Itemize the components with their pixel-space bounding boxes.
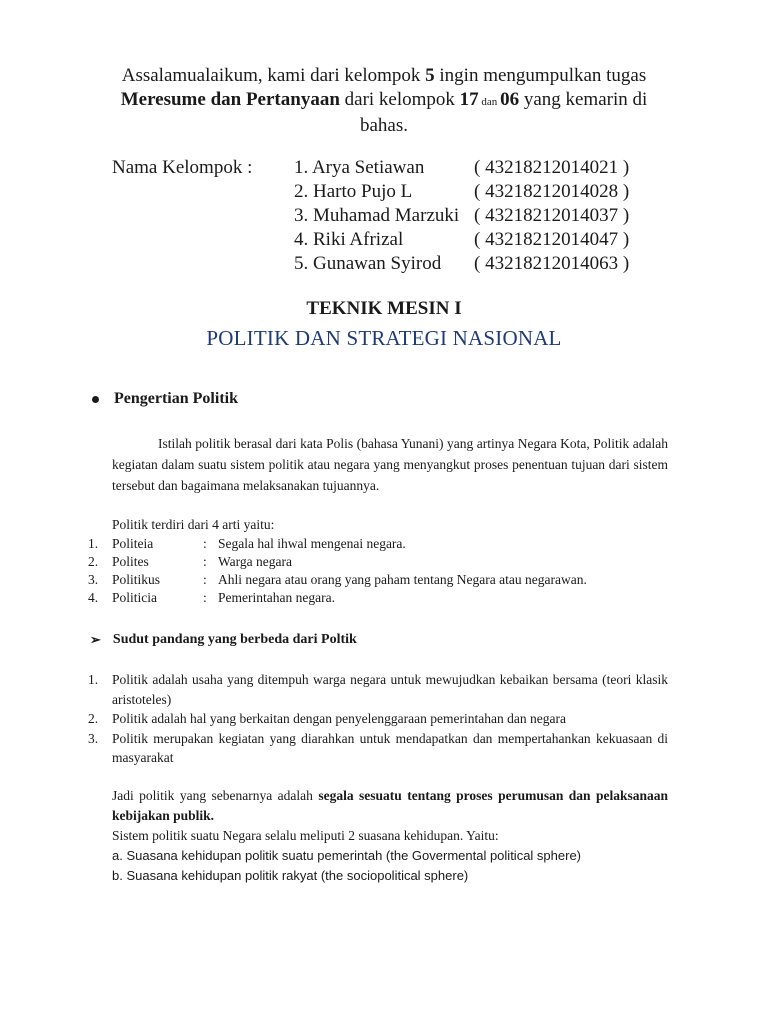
member-name: 4. Riki Afrizal xyxy=(294,229,404,250)
sistem-block xyxy=(112,826,668,886)
list-number: 3. xyxy=(88,730,99,746)
intro-task-name: Meresume dan Pertanyaan xyxy=(120,89,340,110)
arti-desc: Pemerintahan negara. xyxy=(218,590,335,605)
arti-colon: : xyxy=(203,572,207,587)
arti-term: Polites xyxy=(112,554,149,569)
member-name: 3. Muhamad Marzuki xyxy=(294,205,460,226)
list-number: 2. xyxy=(88,554,99,569)
member-nim: ( 43218212014063 ) xyxy=(474,253,630,274)
intro-text-3: dari kelompok xyxy=(339,89,460,110)
intro-group-number: 5 xyxy=(425,65,435,86)
member-list xyxy=(294,156,629,276)
member-nim: ( 43218212014037 ) xyxy=(474,205,630,226)
member-row xyxy=(294,180,629,204)
bullet-icon xyxy=(92,396,99,403)
intro-text-2: ingin mengumpulkan tugas xyxy=(434,65,647,86)
list-item xyxy=(88,571,587,589)
member-row xyxy=(294,204,629,228)
arti-colon: : xyxy=(203,590,207,605)
member-name: 1. Arya Setiawan xyxy=(294,157,425,178)
list-item xyxy=(88,729,668,768)
intro-group-17: 17 xyxy=(459,89,479,110)
section1-paragraph xyxy=(112,433,668,496)
conclusion-paragraph xyxy=(112,786,668,826)
arrow-bullet-icon: ➢ xyxy=(90,632,101,647)
arti-list xyxy=(88,535,587,607)
list-item-text: Politik merupakan kegiatan yang diarahkan untuk mendapatkan dan mempertahankan kekuasaan di masyarakat xyxy=(112,730,668,765)
intro-dan: dan xyxy=(478,96,501,108)
section2-heading-text: Sudut pandang yang berbeda dari Poltik xyxy=(112,632,357,647)
list-number: 3. xyxy=(88,572,99,587)
member-row xyxy=(294,252,629,276)
list-item xyxy=(88,670,668,709)
list-item xyxy=(88,709,668,729)
sistem-intro: Sistem politik suatu Negara selalu meliputi 2 suasana kehidupan. Yaitu: xyxy=(112,828,499,843)
terdiri-text: Politik terdiri dari 4 arti yaitu: xyxy=(112,517,275,532)
member-nim: ( 43218212014028 ) xyxy=(474,181,630,202)
intro-text-1: Assalamualaikum, kami dari kelompok xyxy=(121,65,426,86)
list-item-text: Politik adalah hal yang berkaitan dengan penyelenggaraan pemerintahan dan negara xyxy=(112,711,566,726)
conclusion-plain: Jadi politik yang sebenarnya adalah xyxy=(112,788,319,803)
sistem-item-b: b. Suasana kehidupan politik rakyat (the sociopolitical sphere) xyxy=(112,868,469,883)
member-row xyxy=(294,156,629,180)
section1-heading xyxy=(92,390,238,408)
member-name: 2. Harto Pujo L xyxy=(294,181,413,202)
member-name: 5. Gunawan Syirod xyxy=(294,253,442,274)
list-item xyxy=(88,553,587,571)
member-nim: ( 43218212014021 ) xyxy=(474,157,630,178)
intro-paragraph xyxy=(100,64,668,138)
section1-heading-text: Pengertian Politik xyxy=(114,390,238,407)
arti-desc: Ahli negara atau orang yang paham tentang Negara atau negarawan. xyxy=(218,572,587,587)
arti-term: Politikus xyxy=(112,572,161,587)
arti-colon: : xyxy=(203,536,207,551)
list-number: 2. xyxy=(88,711,99,726)
arti-colon: : xyxy=(203,554,207,569)
sudut-pandang-list xyxy=(88,670,668,768)
intro-group-06: 06 xyxy=(500,89,520,110)
section2-heading xyxy=(90,632,357,648)
sistem-item-a: a. Suasana kehidupan politik suatu pemerintah (the Govermental political sphere) xyxy=(112,848,581,863)
conclusion-bold: segala sesuatu tentang proses perumusan dan pelaksanaan kebijakan publik. xyxy=(112,788,668,823)
member-nim: ( 43218212014047 ) xyxy=(474,229,630,250)
arti-term: Politicia xyxy=(112,590,157,605)
list-number: 4. xyxy=(88,590,99,605)
topic-title: POLITIK DAN STRATEGI NASIONAL xyxy=(206,326,562,350)
department-title: TEKNIK MESIN I xyxy=(306,298,462,319)
intro-text-4: yang kemarin di bahas. xyxy=(359,89,648,136)
group-label: Nama Kelompok : xyxy=(112,157,253,178)
arti-desc: Segala hal ihwal mengenai negara. xyxy=(218,536,406,551)
list-number: 1. xyxy=(88,536,99,551)
list-number: 1. xyxy=(88,672,99,687)
section1-paragraph-text: Istilah politik berasal dari kata Polis (bahasa Yunani) yang artinya Negara Kota, Politik adalah kegiatan dalam suatu sistem politik atau negara yang menyangkut proses penentuan tujuan dari sistem tersebut dan bagaimana melaksanakan tujuannya. xyxy=(112,436,668,493)
list-item xyxy=(88,589,587,607)
arti-desc: Warga negara xyxy=(218,554,292,569)
arti-term: Politeia xyxy=(112,536,154,551)
list-item-text: Politik adalah usaha yang ditempuh warga negara untuk mewujudkan kebaikan bersama (teori klasik aristoteles) xyxy=(112,672,668,707)
list-item xyxy=(88,535,587,553)
member-row xyxy=(294,228,629,252)
